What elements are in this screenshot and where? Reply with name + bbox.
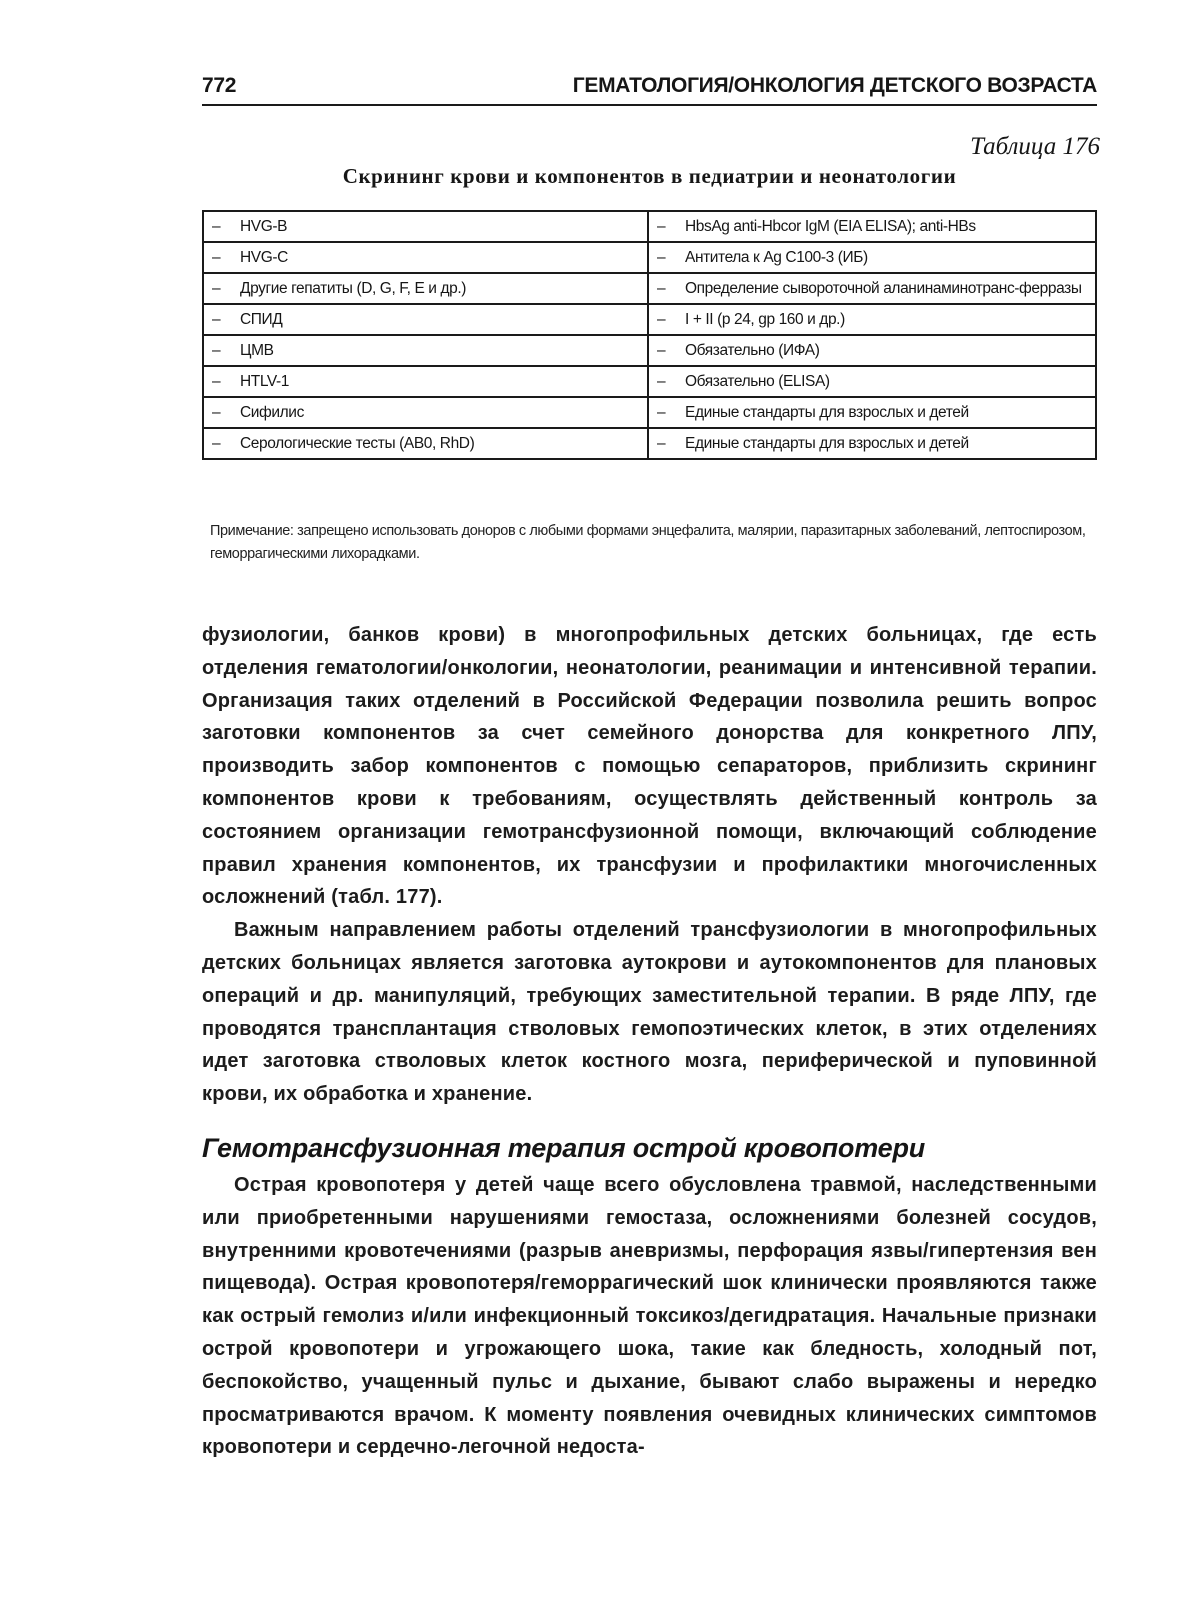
dash-marker: – (657, 218, 666, 235)
cell-text: HVG-B (240, 218, 288, 235)
table-note: Примечание: запрещено использовать доноров с любыми формами энцефалита, малярии, паразитарных заболеваний, лептоспирозом, геморрагическими лихорадками. (210, 523, 1086, 562)
dash-marker: – (212, 404, 221, 421)
cell-text: Антитела к Ag C100-3 (ИБ) (685, 249, 868, 266)
cell-text: Обязательно (ИФА) (685, 342, 820, 359)
dash-marker: – (657, 404, 666, 421)
dash-marker: – (657, 311, 666, 328)
dash-marker: – (657, 435, 666, 452)
dash-marker: – (212, 280, 221, 297)
screening-table (202, 210, 1097, 460)
table-row (203, 242, 1096, 273)
table-cell-test (648, 366, 1096, 397)
cell-text: I + II (p 24, gp 160 и др.) (685, 311, 845, 328)
body-text-upper (202, 619, 1097, 1111)
table-cell-test (648, 428, 1096, 459)
table-row (203, 366, 1096, 397)
table-row (203, 335, 1096, 366)
table-cell-infection (203, 211, 648, 242)
dash-marker: – (212, 342, 221, 359)
table-cell-test (648, 304, 1096, 335)
table-cell-test (648, 242, 1096, 273)
paragraph: фузиологии, банков крови) в многопрофильных детских больницах, где есть отделения гематологии/онкологии, неонатологии, реанимации и интенсивной терапии. Организация таких отделений в Российской Федерации позволила решить вопрос заготовки компонентов за счет семейного донорства для конкретного ЛПУ, производить забор компонентов с помощью сепараторов, приблизить скрининг компонентов крови к требованиям, осуществлять действенный контроль за состоянием организации гемотрансфузионной помощи, включающий соблюдение правил хранения компонентов, их трансфузии и профилактики многочисленных осложнений (табл. 177). (202, 624, 1097, 909)
running-header (202, 74, 1097, 106)
dash-marker: – (212, 249, 221, 266)
table-cell-test (648, 335, 1096, 366)
paragraph: Острая кровопотеря у детей чаще всего обусловлена травмой, наследственными или приобретенными нарушениями гемостаза, осложнениями болезней сосудов, внутренними кровотечениями (разрыв аневризмы, перфорация язвы/гипертензия вен пищевода). Острая кровопотеря/геморрагический шок клинически проявляются также как острый гемолиз и/или инфекционный токсикоз/дегидратация. Начальные признаки острой кровопотери и угрожающего шока, такие как бледность, холодный пот, беспокойство, учащенный пульс и дыхание, бывают слабо выражены и нередко просматриваются врачом. К моменту появления очевидных клинических симптомов кровопотери и сердечно-легочной недоста- (202, 1174, 1097, 1459)
dash-marker: – (212, 373, 221, 390)
table-row (203, 273, 1096, 304)
table-cell-infection (203, 366, 648, 397)
dash-marker: – (657, 280, 666, 297)
cell-text: HTLV-1 (240, 373, 289, 390)
table-cell-test (648, 397, 1096, 428)
body-text-lower (202, 1169, 1097, 1464)
table-cell-infection (203, 335, 648, 366)
dash-marker: – (657, 342, 666, 359)
paragraph: Важным направлением работы отделений трансфузиологии в многопрофильных детских больницах является заготовка аутокрови и аутокомпонентов для плановых операций и др. манипуляций, требующих заместительной терапии. В ряде ЛПУ, где проводятся трансплантация стволовых гемопоэтических клеток, в этих отделениях идет заготовка стволовых клеток костного мозга, периферической и пуповинной крови, их обработка и хранение. (202, 919, 1097, 1106)
dash-marker: – (212, 435, 221, 452)
table-row (203, 428, 1096, 459)
cell-text: Другие гепатиты (D, G, F, E и др.) (240, 280, 466, 297)
cell-text: Единые стандарты для взрослых и детей (685, 435, 969, 452)
dash-marker: – (212, 218, 221, 235)
dash-marker: – (657, 249, 666, 266)
table-title: Скрининг крови и компонентов в педиатрии и неонатологии (342, 164, 957, 188)
table-row (203, 304, 1096, 335)
cell-text: Определение сывороточной аланинаминотранс-ферразы (685, 280, 1082, 297)
table-cell-infection (203, 304, 648, 335)
dash-marker: – (657, 373, 666, 390)
cell-text: ЦМВ (240, 342, 274, 359)
cell-text: Единые стандарты для взрослых и детей (685, 404, 969, 421)
table-cell-infection (203, 242, 648, 273)
table-cell-infection (203, 273, 648, 304)
section-heading: Гемотрансфузионная терапия острой кровопотери (202, 1133, 926, 1163)
running-title: ГЕМАТОЛОГИЯ/ОНКОЛОГИЯ ДЕТСКОГО ВОЗРАСТА (572, 74, 1097, 97)
dash-marker: – (212, 311, 221, 328)
cell-text: HVG-C (240, 249, 288, 266)
table-cell-test (648, 211, 1096, 242)
page-number: 772 (202, 74, 237, 97)
table-cell-infection (203, 397, 648, 428)
table-cell-infection (203, 428, 648, 459)
cell-text: Обязательно (ELISA) (685, 373, 830, 390)
cell-text: Серологические тесты (AB0, RhD) (240, 435, 475, 452)
table-row (203, 397, 1096, 428)
table-cell-test (648, 273, 1096, 304)
cell-text: Сифилис (240, 404, 304, 421)
table-row (203, 211, 1096, 242)
cell-text: СПИД (240, 311, 283, 328)
cell-text: HbsAg anti-Hbcor IgM (EIA ELISA); anti-HBs (685, 218, 976, 235)
table-label: Таблица 176 (970, 133, 1100, 160)
